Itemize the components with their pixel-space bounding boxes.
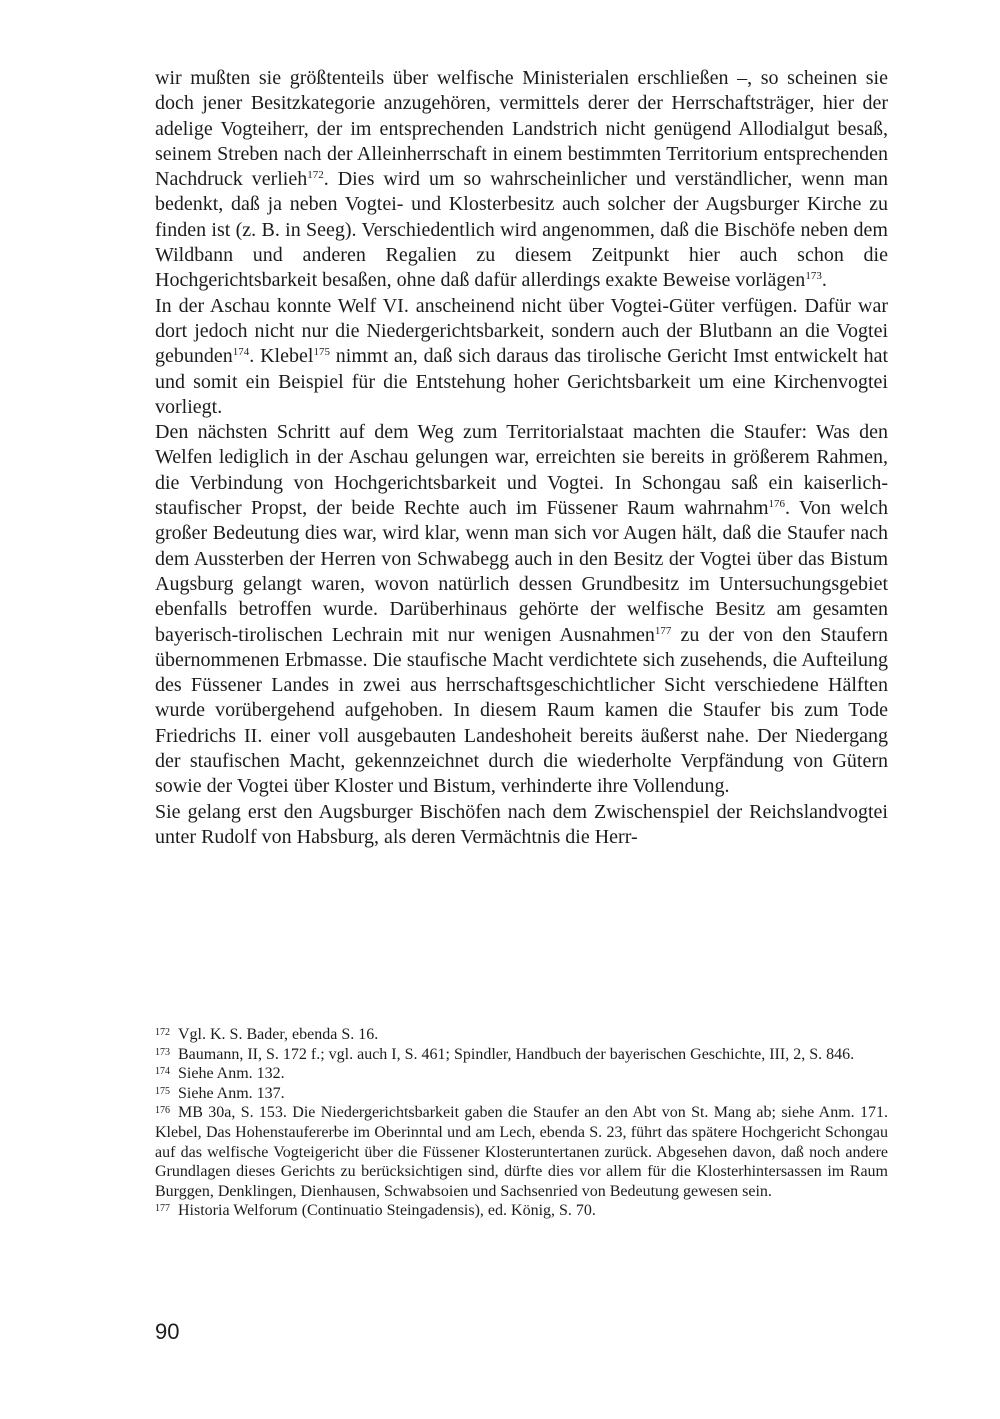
- footnote-ref-177[interactable]: 177: [654, 624, 672, 637]
- footnote-number: 176: [155, 1105, 170, 1117]
- footnote-text: Vgl. K. S. Bader, ebenda S. 16.: [178, 1026, 379, 1043]
- footnote-173: [155, 1045, 888, 1065]
- body-text: [155, 66, 888, 850]
- footnote-ref-176[interactable]: 176: [768, 498, 786, 511]
- paragraph-3: Den nächsten Schritt auf dem Weg zum Territorialstaat machten die Staufer: Was den Welfen lediglich in der Aschau gelungen war, erreichten sie bereits in größerem Rahmen, die Verbindung von Hochgerichtsbarkeit und Vogtei. In Schongau saß ein kaiserlich-staufischer Propst, der beide Rechte auch im Füssener Raum wahrnahm$^{176}$. Von welch großer Bedeutung dies war, wird klar, wenn man sich vor Augen hält, daß die Staufer nach dem Aussterben der Herren von Schwabegg auch in den Besitz der Vogtei über das Bistum Augsburg gelangt waren, wovon natürlich dessen Grundbesitz im Untersuchungsgebiet ebenfalls betroffen wurde. Darüberhinaus gehörte der welfische Besitz am gesamten bayerisch-tirolischen Lechrain mit nur wenigen Ausnahmen$^{177}$ zu der von den Staufern übernommenen Erbmasse. Die staufische Macht verdichtete sich zusehends, die Aufteilung des Füssener Landes in zwei aus herrschaftsgeschichtlicher Sicht verschiedene Hälften wurde vorübergehend aufgehoben. In diesem Raum kamen die Staufer bis zum Tode Friedrichs II. einer voll ausgebauten Landeshoheit bereits äußerst nahe. Der Niedergang der staufischen Macht, gekennzeichnet durch die wiederholte Verpfändung von Gütern sowie der Vogtei über Kloster und Bistum, verhinderte ihre Vollendung.: [155, 421, 888, 798]
- footnote-177: [155, 1201, 888, 1221]
- footnote-175: [155, 1084, 888, 1104]
- footnote-text: Historia Welforum (Continuatio Steingadensis), ed. König, S. 70.: [178, 1202, 596, 1220]
- footnote-ref-175[interactable]: 175: [313, 346, 330, 359]
- footnote-text: MB 30a, S. 153. Die Niedergerichtsbarkeit gaben die Staufer an den Abt von St. Mang ab; siehe Anm. 171. Klebel, Das Hohenstaufererbe im Oberinntal und am Lech, ebenda S. 23, führt das spätere Hochgericht Schongau auf das welfische Vogteigericht über die Füssener Klosteruntertanen zurück. Abgesehen davon, daß noch andere Grundlagen dieses Gerichts zu berücksichtigen sind, dürfte dies vor allem für die Klosterhintersassen im Raum Burggen, Denklingen, Dienhausen, Schwabsoien und Sachsenried von Bedeutung gewesen sein.: [155, 1104, 888, 1200]
- paragraph-4: Sie gelang erst den Augsburger Bischöfen nach dem Zwischenspiel der Reichslandvogtei unter Rudolf von Habsburg, als deren Vermächtnis die Herr-: [155, 800, 888, 848]
- footnote-number: 175: [155, 1085, 170, 1097]
- footnote-ref-174[interactable]: 174: [232, 346, 250, 359]
- footnote-text: Baumann, II, S. 172 f.; vgl. auch I, S. 461; Spindler, Handbuch der bayerischen Geschichte, III, 2, S. 846.: [178, 1045, 855, 1063]
- paragraph-1: wir mußten sie größtenteils über welfische Ministerialen erschließen –, so scheinen sie doch jener Besitzkategorie anzugehören, vermittels derer der Herrschaftsträger, hier der adelige Vogteiherr, der im entsprechenden Landstrich nicht genügend Allodialgut besaß, seinem Streben nach der Alleinherrschaft in einem bestimmten Territorium entsprechenden Nachdruck verlieh$^{172}$. Dies wird um so wahrscheinlicher und verständlicher, wenn man bedenkt, daß ja neben Vogtei- und Klosterbesitz auch solcher der Augsburger Kirche zu finden ist (z. B. in Seeg). Verschiedentlich wird angenommen, daß die Bischöfe neben dem Wildbann und anderen Regalien zu diesem Zeitpunkt hier auch schon die Hochgerichtsbarkeit besaßen, ohne daß dafür allerdings exakte Beweise vorlägen$^{173}$.: [155, 67, 889, 292]
- footnote-ref-172[interactable]: 172: [307, 169, 324, 182]
- footnote-text: Siehe Anm. 137.: [178, 1084, 285, 1102]
- footnote-number: 173: [155, 1046, 170, 1058]
- footnote-number: 174: [155, 1066, 170, 1078]
- footnotes: [155, 1025, 888, 1221]
- footnote-text: Siehe Anm. 132.: [178, 1065, 285, 1083]
- footnote-174: [155, 1064, 888, 1084]
- footnote-number: 177: [155, 1203, 170, 1215]
- footnote-172: [155, 1025, 888, 1045]
- footnote-ref-173[interactable]: 173: [805, 270, 822, 283]
- page-number: 90: [155, 1319, 180, 1344]
- footnote-176: [155, 1103, 888, 1201]
- footnote-number: 172: [155, 1027, 170, 1038]
- paragraph-2: In der Aschau konnte Welf VI. anscheinend nicht über Vogtei-Güter verfügen. Dafür war dort jedoch nicht nur die Niedergerichtsbarkeit, sondern auch der Blutbann an die Vogtei gebunden$^{174}$. Klebel$^{175}$ nimmt an, daß sich daraus das tirolische Gericht Imst entwickelt hat und somit ein Beispiel für die Entstehung hoher Gerichtsbarkeit um eine Kirchenvogtei vorliegt.: [155, 294, 889, 418]
